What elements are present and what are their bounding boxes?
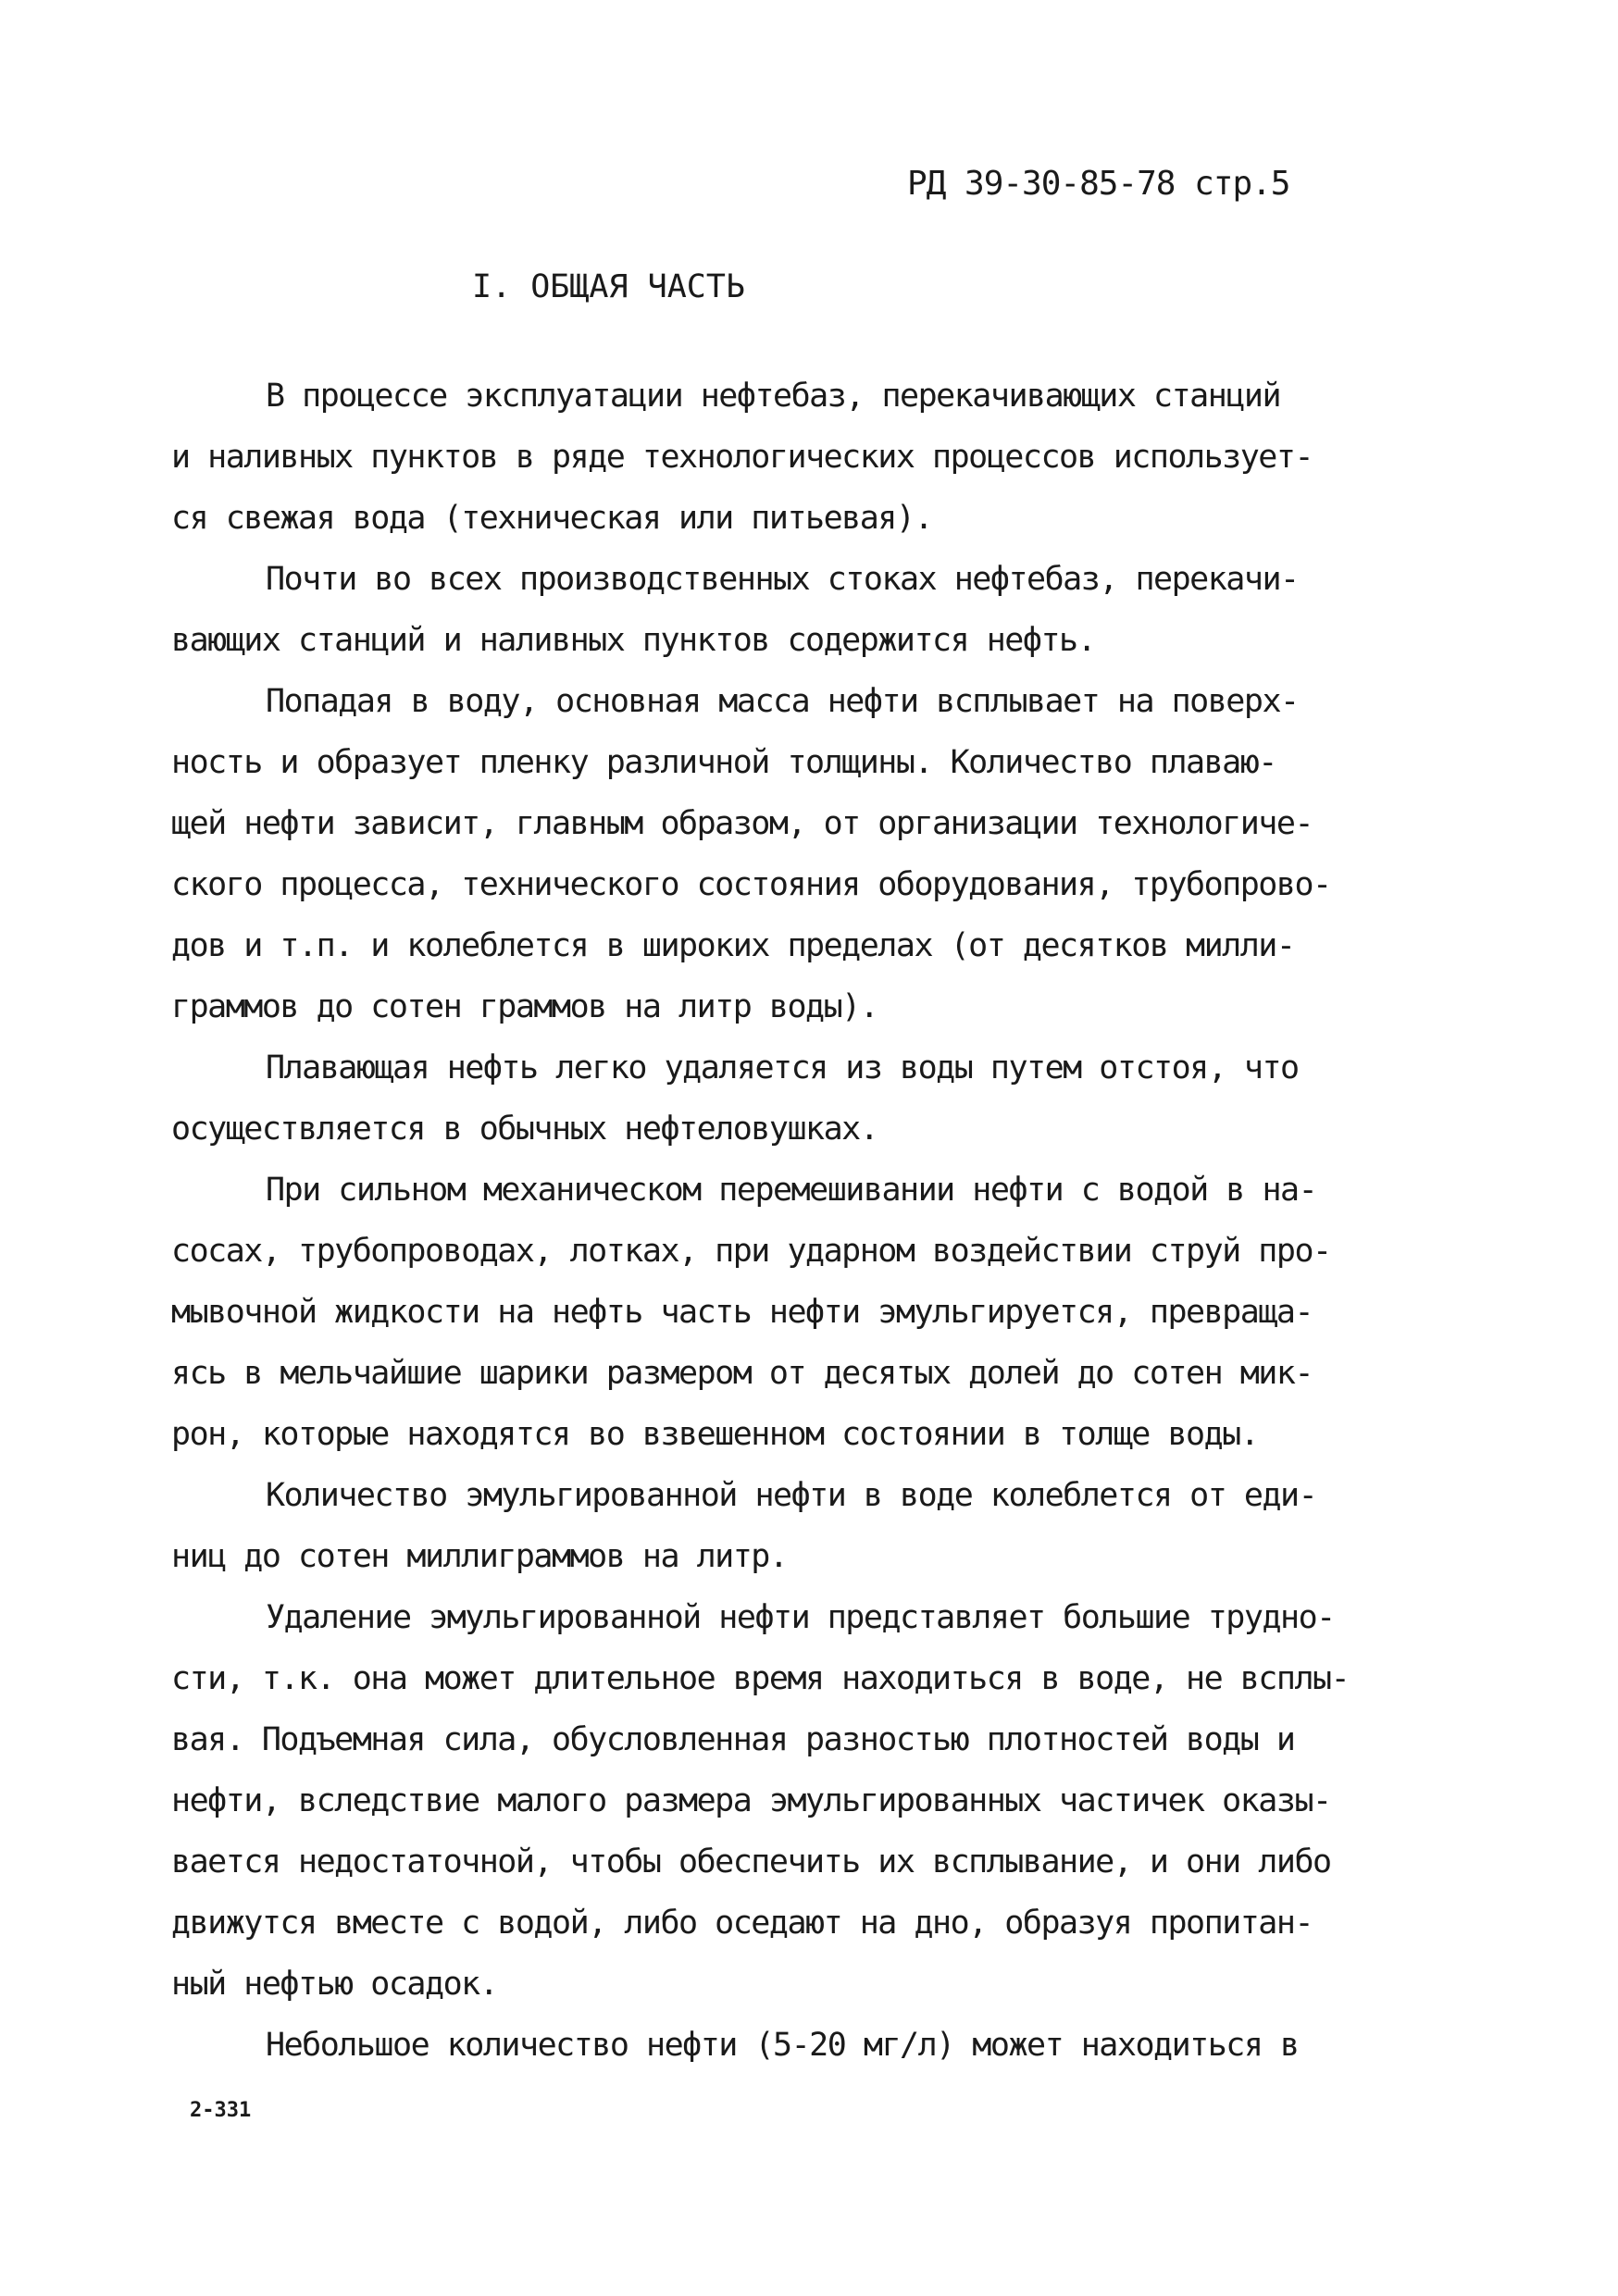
text-line: движутся вместе с водой, либо оседают на дно, образуя пропитан-	[171, 1905, 1313, 1942]
document-reference: РД 39-30-85-78 стр.5	[907, 165, 1290, 203]
text-line: Количество эмульгированной нефти в воде колеблется от еди-	[266, 1477, 1317, 1514]
text-line: дов и т.п. и колеблется в широких пределах (от десятков милли-	[171, 927, 1295, 964]
text-line: ясь в мельчайшие шарики размером от десятых долей до сотен мик-	[171, 1355, 1313, 1392]
body-text	[171, 366, 1402, 2076]
page-code: 2-331	[190, 2099, 252, 2122]
text-line: вая. Подъемная сила, обусловленная разностью плотностей воды и	[171, 1721, 1295, 1758]
text-line: щей нефти зависит, главным образом, от организации технологиче-	[171, 805, 1313, 842]
text-line: нефти, вследствие малого размера эмульгированных частичек оказы-	[171, 1782, 1331, 1819]
text-line: ся свежая вода (техническая или питьевая).	[171, 500, 933, 537]
text-line: вающих станций и наливных пунктов содержится нефть.	[171, 622, 1096, 659]
text-line: вается недостаточной, чтобы обеспечить их всплывание, и они либо	[171, 1843, 1331, 1880]
text-line: ный нефтью осадок.	[171, 1966, 498, 2003]
text-line: граммов до сотен граммов на литр воды).	[171, 988, 878, 1025]
text-line: сосах, трубопроводах, лотках, при ударном воздействии струй про-	[171, 1233, 1331, 1270]
text-line: и наливных пунктов в ряде технологических процессов использует-	[171, 439, 1313, 476]
text-line: ниц до сотен миллиграммов на литр.	[171, 1538, 788, 1575]
text-line: В процессе эксплуатации нефтебаз, перекачивающих станций	[266, 378, 1281, 415]
text-line: Почти во всех производственных стоках нефтебаз, перекачи-	[266, 561, 1299, 598]
text-line: При сильном механическом перемешивании нефти с водой в на-	[266, 1172, 1317, 1209]
text-line: сти, т.к. она может длительное время находиться в воде, не всплы-	[171, 1660, 1350, 1697]
text-line: Попадая в воду, основная масса нефти всплывает на поверх-	[266, 683, 1299, 720]
text-line: мывочной жидкости на нефть часть нефти эмульгируется, превраща-	[171, 1294, 1313, 1331]
text-line: Удаление эмульгированной нефти представляет большие трудно-	[266, 1599, 1335, 1636]
text-line: ского процесса, технического состояния оборудования, трубопрово-	[171, 866, 1331, 903]
text-line: Плавающая нефть легко удаляется из воды путем отстоя, что	[266, 1049, 1299, 1086]
text-line: Небольшое количество нефти (5-20 мг/л) может находиться в	[266, 2027, 1299, 2064]
text-line: осуществляется в обычных нефтеловушках.	[171, 1111, 878, 1148]
text-line: ность и образует пленку различной толщины. Количество плаваю-	[171, 744, 1276, 781]
text-line: рон, которые находятся во взвешенном состоянии в толще воды.	[171, 1416, 1259, 1453]
section-title: I. ОБЩАЯ ЧАСТЬ	[472, 268, 746, 305]
